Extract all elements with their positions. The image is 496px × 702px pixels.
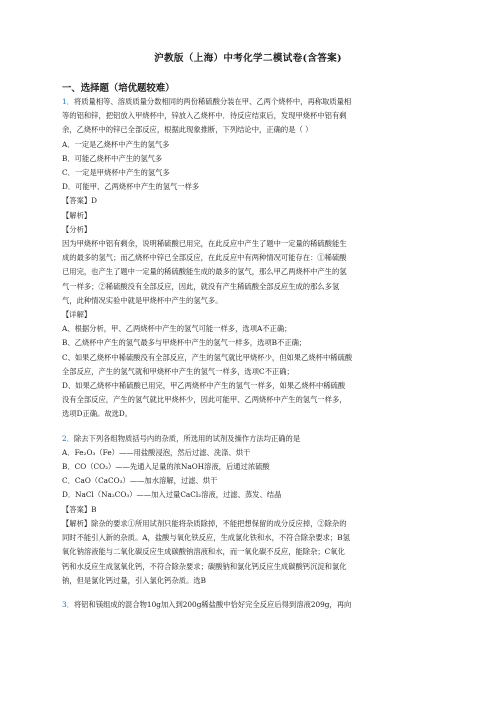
option-b: B．CO（CO₂）——先通入足量的浓NaOH溶液，后通过浓硫酸 xyxy=(62,462,270,472)
question-3-stem: 3．将铝和镁组成的混合物10g加入到200g稀盐酸中恰好完全反应后得到溶液209g，再向 xyxy=(62,599,352,609)
jiexi-line: 氧化钠溶液能与二氧化碳反应生成碳酸钠溶液和水，而一氧化碳不反应，能除杂；C氧化 xyxy=(62,547,345,557)
question-2 xyxy=(62,432,434,588)
section-heading: 一、选择题（培优题较难） xyxy=(62,83,175,94)
fenxi-label: 【分析】 xyxy=(62,224,92,234)
question-number: 2． xyxy=(62,433,74,443)
xiangjie-line: 全部反应，产生的氢气就和甲烧杯中产生的氢气一样多，选项C不正确； xyxy=(62,366,294,376)
jiexi-line: 钙和水反应生成氢氧化钙，不符合除杂要求；碳酸钠和氯化钙反应生成碳酸钙沉淀和氯化 xyxy=(62,561,347,571)
xiangjie-line: A、根据分析，甲、乙两烧杯中产生的氢气可能一样多，选项A不正确； xyxy=(62,324,292,334)
fenxi-line: 已用完，也产生了题中一定量的稀硫酸能生成的最多的氢气，那么甲乙两烧杯中产生的氢 xyxy=(62,267,347,277)
jiexi-line: 【解析】除杂的要求①所用试剂只能将杂质除掉，不能把想保留的成分反应掉，②除杂的 xyxy=(62,518,347,528)
question-3 xyxy=(62,598,434,612)
question-number: 3． xyxy=(62,599,74,609)
xiangjie-line: 选项D正确。故选D。 xyxy=(62,409,133,419)
jiexi-line: 钠，但是氯化钙过量，引入氯化钙杂质。选B xyxy=(62,575,207,585)
xiangjie-line: D、如果乙烧杯中稀硫酸已用完，甲乙两烧杯中产生的氢气一样多，如果乙烧杯中稀硫酸 xyxy=(62,381,346,391)
option-c: C．一定是甲烧杯中产生的氢气多 xyxy=(62,168,170,178)
xiangjie-label: 【详解】 xyxy=(62,310,92,320)
jiexi-label: 【解析】 xyxy=(62,210,92,220)
option-d: D．可能甲、乙两烧杯中产生的氢气一样多 xyxy=(62,182,200,192)
jiexi-line: 同时不能引入新的杂质。A，盐酸与氧化铁反应，生成氯化铁和水，不符合除杂要求；B氢 xyxy=(62,533,350,543)
xiangjie-line: 没有全部反应，产生的氢气就比甲烧杯少，因此可能甲、乙两烧杯中产生的氢气一样多， xyxy=(62,395,347,405)
fenxi-line: 因为甲烧杯中铝有剩余，说明稀硫酸已用完，在此反应中产生了题中一定量的稀硫酸能生 xyxy=(62,239,347,249)
option-c: C．CaO（CaCO₃）——加水溶解，过滤、烘干 xyxy=(62,476,218,486)
option-b: B．可能乙烧杯中产生的氢气多 xyxy=(62,153,163,163)
option-a: A．Fe₂O₃（Fe）——用盐酸浸泡，然后过滤、洗涤、烘干 xyxy=(62,447,251,457)
question-1-stem-line: 1．将质量相等、溶质质量分数相同的两份稀硫酸分装在甲、乙两个烧杯中，再称取质量相 xyxy=(62,97,352,106)
answer-label: 【答案】D xyxy=(62,196,98,206)
option-d: D．NaCl（Na₂CO₃）——加入过量CaCl₂溶液，过滤、蒸发、结晶 xyxy=(62,490,282,500)
answer-label: 【答案】B xyxy=(62,504,97,514)
fenxi-line: 气，此种情况实验中就是甲烧杯中产生的氢气多。 xyxy=(62,295,223,305)
xiangjie-line: C、如果乙烧杯中稀硫酸没有全部反应，产生的氢气就比甲烧杯少，但如果乙烧杯中稀硫酸 xyxy=(62,352,353,362)
question-1-stem-line: 等的铝和锌，把铝放入甲烧杯中，锌放入乙烧杯中．待反应结束后，发现甲烧杯中铝有剩 xyxy=(62,111,347,121)
question-2-stem: 2．除去下列各组物质括号内的杂质，所选用的试剂及操作方法均正确的是 xyxy=(62,433,301,443)
question-1 xyxy=(62,95,434,422)
fenxi-line: 气一样多；②稀硫酸没有全部反应，因此，就没有产生稀硫酸全部反应生成的那么多氢 xyxy=(62,281,340,291)
question-number: 1． xyxy=(62,97,74,106)
xiangjie-line: B、乙烧杯中产生的氢气最多与甲烧杯中产生的氢气一样多，选项B不正确； xyxy=(62,338,307,348)
page-title: 沪教版（上海）中考化学二模试卷(含答案) xyxy=(154,53,342,64)
option-a: A．一定是乙烧杯中产生的氢气多 xyxy=(62,139,170,149)
question-1-stem-line: 余，乙烧杯中的锌已全部反应，根据此现象推断，下列结论中，正确的是（ ） xyxy=(62,125,313,135)
fenxi-line: 成的最多的氢气；而乙烧杯中锌已全部反应，在此反应中有两种情况可能存在：①稀硫酸 xyxy=(62,253,347,263)
